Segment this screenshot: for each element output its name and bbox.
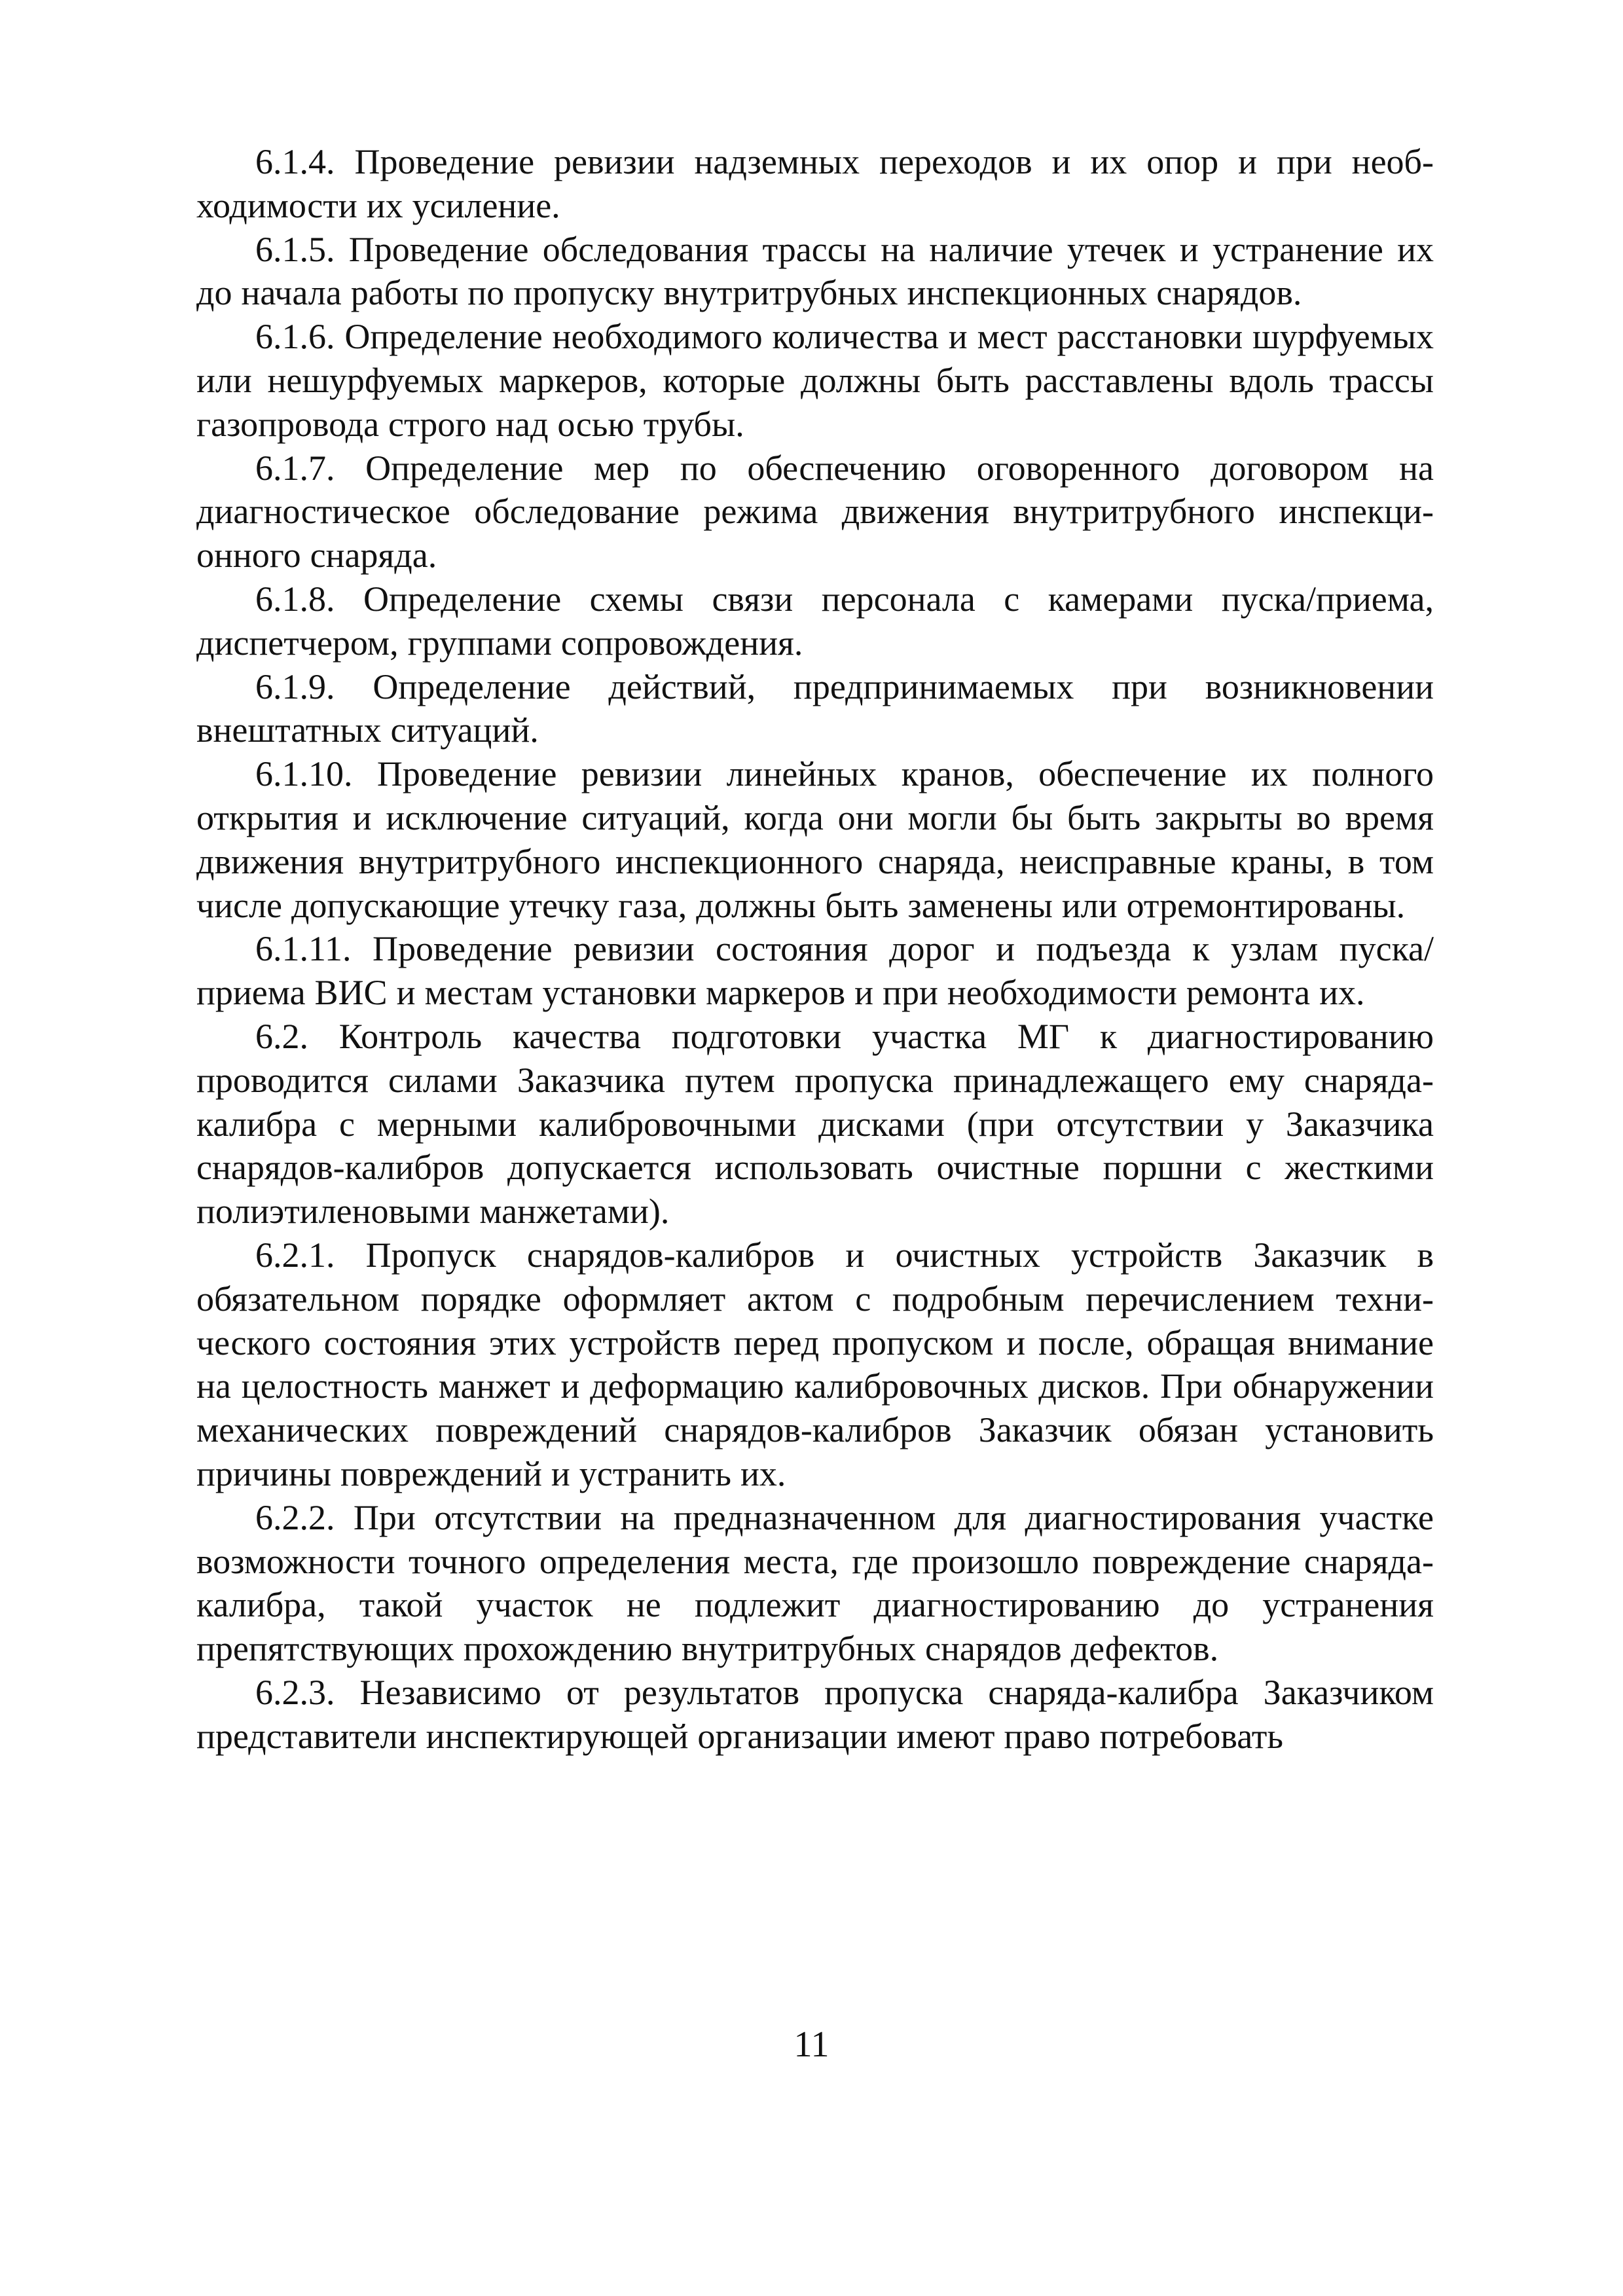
paragraph-6-1-8: 6.1.8. Определение схемы связи персонала с камерами пуска/приема, диспетчером, группами сопровождения. xyxy=(196,579,1434,663)
document-body xyxy=(196,140,1434,1758)
paragraph-6-2-2: 6.2.2. При отсутствии на предназначенном для диагностирования участке возможности точного определения места, где произошло повреждение снаряда-калибра, такой участок не подлежит диагностированию до устранения препятствующих прохождению внутритрубных снарядов дефектов. xyxy=(196,1497,1434,1669)
paragraph-6-2-1: 6.2.1. Пропуск снарядов-калибров и очистных устройств Заказчик в обязательном порядке оформляет актом с подробным перечислением технического состояния этих устройств перед пропуском и после, обращая внимание на целостность манжет и деформацию калибровочных дисков. При обнаружении механических повреждений снарядов-калибров Заказчик обязан установить причины повреждений и устранить их. xyxy=(196,1235,1434,1493)
paragraph-6-1-4: 6.1.4. Проведение ревизии надземных переходов и их опор и при необходимости их усиление. xyxy=(196,142,1434,225)
page-number: 11 xyxy=(793,2024,830,2065)
paragraph-6-1-5: 6.1.5. Проведение обследования трассы на наличие утечек и устранение их до начала работы по пропуску внутритрубных инспекционных снарядов. xyxy=(196,229,1434,313)
paragraph-6-1-6: 6.1.6. Определение необходимого количества и мест расстановки шурфуемых или нешурфуемых маркеров, которые должны быть расставлены вдоль трассы газопровода строго над осью трубы. xyxy=(196,317,1434,444)
paragraph-6-2-3: 6.2.3. Независимо от результатов пропуска снаряда-калибра Заказчиком представители инспектирующей организации имеют право потребовать xyxy=(196,1672,1434,1756)
paragraph-6-2: 6.2. Контроль качества подготовки участка МГ к диагностированию проводится силами Заказчика путем пропуска принадлежащего ему снаряда-калибра с мерными калибровочными дисками (при отсутствии у Заказчика снарядов-калибров допускается использовать очистные поршни с жесткими полиэтиленовыми манжетами). xyxy=(196,1016,1434,1231)
paragraph-6-1-7: 6.1.7. Определение мер по обеспечению оговоренного договором на диагностическое обследование режима движения внутритрубного инспекционного снаряда. xyxy=(196,448,1434,575)
paragraph-6-1-10: 6.1.10. Проведение ревизии линейных кранов, обеспечение их полного открытия и исключение ситуаций, когда они могли бы быть закрыты во время движения внутритрубного инспекционного снаряда, неисправные краны, в том числе допускающие утечку газа, должны быть заменены или отремонтированы. xyxy=(196,754,1434,925)
paragraph-6-1-11: 6.1.11. Проведение ревизии состояния дорог и подъезда к узлам пуска/приема ВИС и местам установки маркеров и при необходимости ремонта их. xyxy=(196,929,1434,1013)
paragraph-6-1-9: 6.1.9. Определение действий, предпринимаемых при возникновении внештатных ситуаций. xyxy=(196,666,1434,750)
